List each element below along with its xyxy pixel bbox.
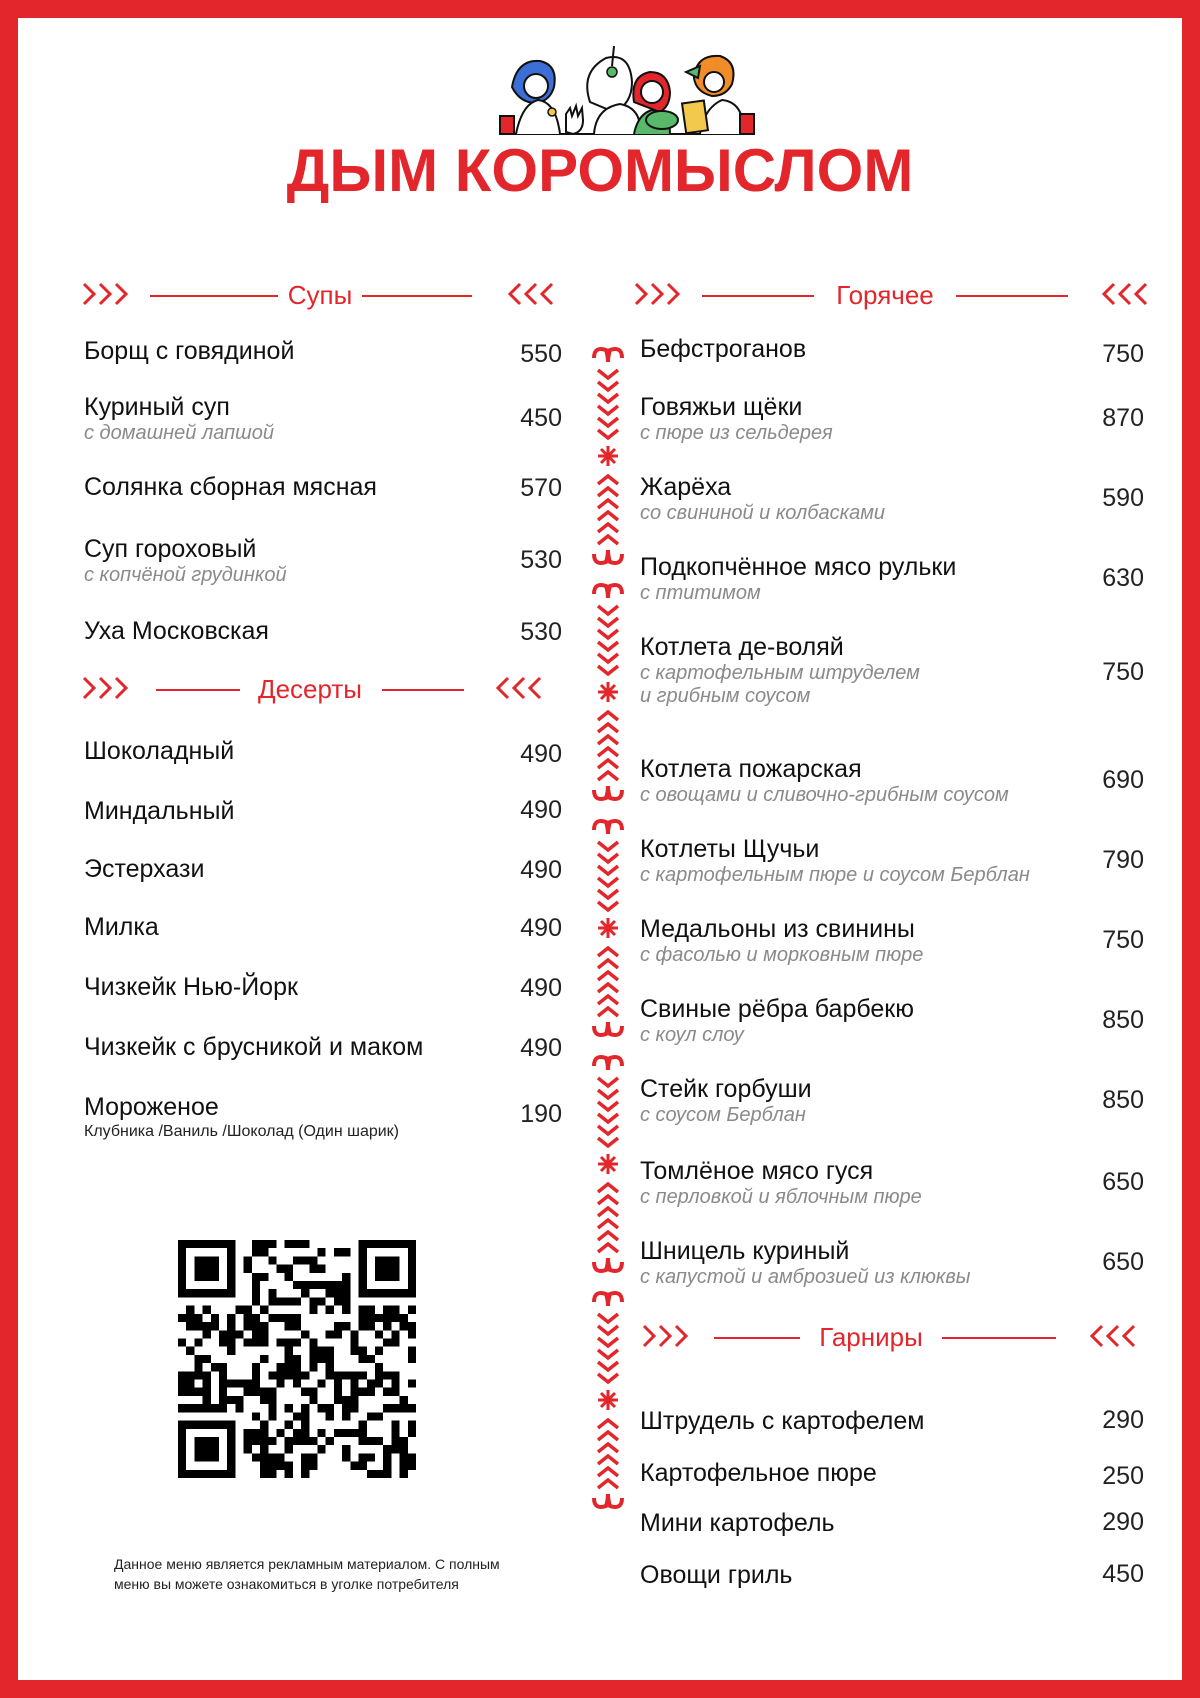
- item-name: Котлета пожарская: [640, 755, 862, 783]
- section-title: Гарниры: [819, 1322, 923, 1352]
- menu-item: [640, 334, 806, 364]
- item-name: Мини картофель: [640, 1509, 835, 1537]
- menu-item: [640, 1236, 971, 1289]
- chevron-left-icon: [488, 674, 544, 702]
- menu-item: [640, 754, 1009, 807]
- item-name: Бефстроганов: [640, 335, 807, 363]
- divider-line: [156, 689, 240, 691]
- item-description: с овощами и сливочно-грибным соусом: [640, 784, 1009, 806]
- menu-item: [640, 392, 833, 445]
- chevron-left-icon: [1094, 280, 1150, 308]
- section-title: Супы: [287, 280, 353, 310]
- item-description: со свининой и колбасками: [640, 502, 886, 524]
- divider-line: [150, 295, 278, 297]
- menu-item: [640, 1560, 792, 1590]
- item-description: с пюре из сельдерея: [640, 422, 833, 444]
- item-description: с копчёной грудинкой: [84, 564, 287, 586]
- menu-item: [640, 994, 914, 1047]
- menu-item: [84, 736, 234, 766]
- item-name: Томлёное мясо гуся: [640, 1157, 874, 1185]
- item-name: Чизкейк Нью-Йорк: [84, 973, 298, 1001]
- item-description: с коул слоу: [640, 1024, 744, 1046]
- item-name: Шоколадный: [84, 737, 235, 765]
- item-description: с домашней лапшой: [84, 422, 275, 444]
- section-header-sides: [640, 1318, 1160, 1358]
- item-name: Штрудель с картофелем: [640, 1407, 925, 1435]
- item-description: Клубника /Ваниль /Шоколад (Один шарик): [84, 1123, 399, 1140]
- menu-item: [640, 1508, 835, 1538]
- chevron-right-icon: [80, 280, 136, 308]
- item-name: Мороженое: [84, 1093, 219, 1121]
- item-description: с перловкой и яблочным пюре: [640, 1186, 922, 1208]
- menu-item: [640, 472, 885, 525]
- item-price: 790: [1102, 846, 1144, 874]
- menu-item: [640, 1074, 812, 1127]
- item-price: 850: [1102, 1006, 1144, 1034]
- section-title: Десерты: [257, 674, 362, 704]
- item-description: с птитимом: [640, 582, 761, 604]
- menu-item: [84, 1092, 399, 1142]
- item-name: Свиные рёбра барбекю: [640, 995, 914, 1023]
- item-price: 850: [1102, 1086, 1144, 1114]
- item-name: Говяжьи щёки: [640, 393, 803, 421]
- item-name: Уха Московская: [84, 617, 269, 645]
- item-name: Картофельное пюре: [640, 1459, 877, 1487]
- item-price: 870: [1102, 404, 1144, 432]
- item-name: Чизкейк с брусникой и маком: [84, 1033, 424, 1061]
- menu-item: [640, 552, 956, 605]
- item-description: с соусом Берблан: [640, 1104, 806, 1126]
- item-name: Борщ с говядиной: [84, 337, 295, 365]
- item-price: 650: [1102, 1248, 1144, 1276]
- divider-line: [362, 295, 472, 297]
- item-price: 550: [520, 340, 562, 368]
- item-name: Милка: [84, 913, 159, 941]
- item-name: Шницель куриный: [640, 1237, 850, 1265]
- menu-item: [84, 796, 234, 826]
- item-price: 750: [1102, 340, 1144, 368]
- item-name: Солянка сборная мясная: [84, 473, 377, 501]
- item-price: 630: [1102, 564, 1144, 592]
- item-price: 290: [1102, 1406, 1144, 1434]
- menu-item: [640, 1406, 924, 1436]
- item-name: Медальоны из свинины: [640, 915, 915, 943]
- item-price: 290: [1102, 1508, 1144, 1536]
- section-header-desserts: [80, 670, 560, 710]
- divider-line: [382, 689, 464, 691]
- item-price: 750: [1102, 926, 1144, 954]
- divider-line: [942, 1337, 1056, 1339]
- menu-item: [640, 834, 1030, 887]
- item-price: 570: [520, 474, 562, 502]
- diners-illustration-icon: [494, 42, 764, 140]
- item-price: 590: [1102, 484, 1144, 512]
- item-name: Жарёха: [640, 473, 732, 501]
- item-price: 650: [1102, 1168, 1144, 1196]
- item-price: 490: [520, 1034, 562, 1062]
- divider-line: [714, 1337, 800, 1339]
- chevron-left-icon: [500, 280, 556, 308]
- item-price: 690: [1102, 766, 1144, 794]
- section-header-hot: [632, 276, 1162, 316]
- item-price: 190: [520, 1100, 562, 1128]
- chevron-right-icon: [632, 280, 688, 308]
- item-description: с капустой и амброзией из клюквы: [640, 1266, 971, 1288]
- restaurant-title: ДЫМ КОРОМЫСЛОМ: [286, 137, 914, 204]
- item-price: 250: [1102, 1462, 1144, 1490]
- chevron-left-icon: [1082, 1322, 1138, 1350]
- menu-page: [18, 18, 1182, 1680]
- item-price: 490: [520, 856, 562, 884]
- item-name: Котлета де-воляй: [640, 633, 844, 661]
- item-price: 450: [520, 404, 562, 432]
- section-title: Горячее: [836, 280, 934, 310]
- item-price: 490: [520, 796, 562, 824]
- item-price: 530: [520, 546, 562, 574]
- item-price: 490: [520, 740, 562, 768]
- menu-item: [84, 336, 294, 366]
- item-name: Куриный суп: [84, 393, 230, 421]
- menu-item: [84, 912, 159, 942]
- qr-code[interactable]: [178, 1240, 416, 1478]
- menu-item: [640, 632, 920, 708]
- menu-item: [84, 1032, 423, 1062]
- menu-item: [84, 854, 204, 884]
- chevron-right-icon: [80, 674, 136, 702]
- item-name: Эстерхази: [84, 855, 205, 883]
- menu-item: [84, 392, 274, 445]
- divider-line: [702, 295, 814, 297]
- item-price: 490: [520, 974, 562, 1002]
- item-name: Суп гороховый: [84, 535, 257, 563]
- item-price: 450: [1102, 1560, 1144, 1588]
- menu-item: [84, 616, 269, 646]
- item-description: с картофельным пюре и соусом Берблан: [640, 864, 1030, 886]
- item-name: Подкопчённое мясо рульки: [640, 553, 957, 581]
- folk-ornament-icon: [584, 336, 632, 1626]
- item-name: Котлеты Щучьи: [640, 835, 820, 863]
- menu-item: [84, 534, 287, 587]
- section-header-soups: [80, 276, 560, 316]
- item-price: 530: [520, 618, 562, 646]
- item-name: Овощи гриль: [640, 1561, 793, 1589]
- item-price: 490: [520, 914, 562, 942]
- chevron-right-icon: [640, 1322, 696, 1350]
- item-description: и грибным соусом: [640, 685, 811, 707]
- menu-item: [84, 972, 298, 1002]
- menu-item: [640, 914, 923, 967]
- item-price: 750: [1102, 658, 1144, 686]
- item-description: с фасолью и морковным пюре: [640, 944, 924, 966]
- item-name: Стейк горбуши: [640, 1075, 812, 1103]
- item-description: с картофельным штруделем: [640, 662, 920, 684]
- disclaimer-text: Данное меню является рекламным материалом. С полным меню вы можете ознакомиться в уголке потребителя: [114, 1556, 500, 1592]
- item-name: Миндальный: [84, 797, 235, 825]
- divider-line: [956, 295, 1068, 297]
- menu-item: [640, 1458, 877, 1488]
- menu-item: [84, 472, 377, 502]
- menu-item: [640, 1156, 922, 1209]
